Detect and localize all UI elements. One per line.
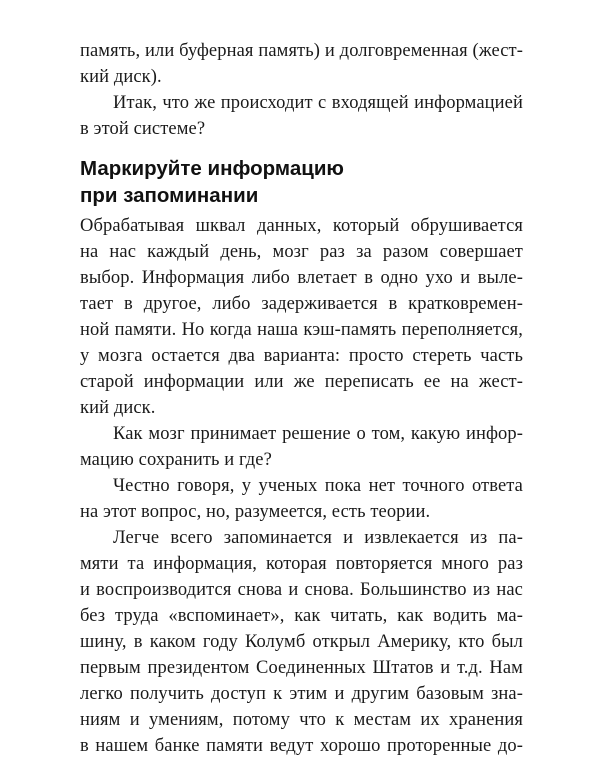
body-line: первым президентом Соединенных Штатов и т.д. Нам: [80, 658, 523, 678]
body-line: без труда «вспоминает», как читать, как водить ма-: [80, 606, 523, 626]
body-line: Легче всего запоминается и извлекается из па-: [113, 528, 523, 548]
body-line: на этот вопрос, но, разумеется, есть теории.: [80, 502, 431, 522]
body-line: Обрабатывая шквал данных, который обрушивается: [80, 216, 523, 236]
body-line: старой информации или же переписать ее на жест-: [80, 372, 523, 392]
body-line: в нашем банке памяти ведут хорошо проторенные до-: [80, 736, 523, 756]
body-line: Как мозг принимает решение о том, какую инфор-: [113, 424, 523, 444]
intro-line: кий диск).: [80, 67, 162, 87]
body-line: мяти та информация, которая повторяется много раз: [80, 554, 523, 574]
body-line: мацию сохранить и где?: [80, 450, 272, 470]
body-line: шину, в каком году Колумб открыл Америку, кто был: [80, 632, 523, 652]
intro-line: в этой системе?: [80, 119, 206, 139]
intro-line: Итак, что же происходит с входящей информацией: [113, 93, 523, 113]
body-line: кий диск.: [80, 398, 156, 418]
body-line: и воспроизводится снова и снова. Большинство из нас: [80, 580, 523, 600]
body-line: на нас каждый день, мозг раз за разом совершает: [80, 242, 523, 262]
body-line: у мозга остается два варианта: просто стереть часть: [80, 346, 523, 366]
body-line: ниям и умениям, потому что к местам их хранения: [80, 710, 523, 730]
intro-line: память, или буферная память) и долговременная (жест-: [80, 41, 523, 61]
section-heading-line: при запоминании: [80, 184, 259, 207]
body-line: Честно говоря, у ученых пока нет точного ответа: [113, 476, 523, 496]
body-line: легко получить доступ к этим и другим базовым зна-: [80, 684, 523, 704]
section-heading-line: Маркируйте информацию: [80, 157, 344, 180]
body-line: тает в другое, либо задерживается в кратковремен-: [80, 294, 523, 314]
body-line: выбор. Информация либо влетает в одно ухо и выле-: [80, 268, 523, 288]
body-line: ной памяти. Но когда наша кэш-память переполняется,: [80, 320, 523, 340]
